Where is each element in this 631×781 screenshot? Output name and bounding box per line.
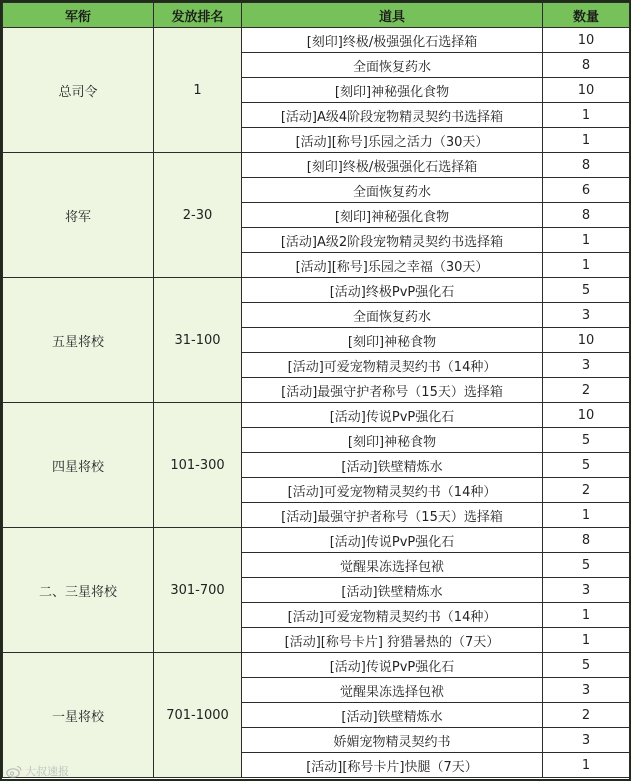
item-cell: [刻印]神秘强化食物 [242, 78, 543, 103]
range-cell: 31-100 [154, 278, 242, 403]
table-row [3, 403, 630, 428]
rank-cell: 总司令 [3, 28, 154, 153]
watermark [6, 763, 69, 779]
qty-cell: 1 [543, 603, 630, 628]
item-cell: [活动]传说PvP强化石 [242, 653, 543, 678]
rank-cell: 一星将校 [3, 653, 154, 778]
header-row [3, 3, 630, 28]
item-cell: [活动]传说PvP强化石 [242, 403, 543, 428]
rank-cell: 五星将校 [3, 278, 154, 403]
qty-cell: 6 [543, 178, 630, 203]
qty-cell: 3 [543, 678, 630, 703]
header-rank: 军衔 [3, 3, 154, 28]
rank-cell: 将军 [3, 153, 154, 278]
item-cell: 觉醒果冻选择包袱 [242, 553, 543, 578]
item-cell: 全面恢复药水 [242, 53, 543, 78]
rewards-table [2, 2, 630, 778]
qty-cell: 1 [543, 228, 630, 253]
watermark-text: 大叔速报 [25, 765, 69, 778]
table-row [3, 528, 630, 553]
item-cell: [活动]铁壁精炼水 [242, 578, 543, 603]
qty-cell: 8 [543, 153, 630, 178]
range-cell: 101-300 [154, 403, 242, 528]
qty-cell: 5 [543, 453, 630, 478]
item-cell: [活动][称号卡片] 狩猎暑热的（7天） [242, 628, 543, 653]
header-qty: 数量 [543, 3, 630, 28]
qty-cell: 8 [543, 203, 630, 228]
table-row [3, 653, 630, 678]
item-cell: [活动]铁壁精炼水 [242, 703, 543, 728]
item-cell: [活动]最强守护者称号（15天）选择箱 [242, 503, 543, 528]
range-cell: 2-30 [154, 153, 242, 278]
item-cell: [活动]最强守护者称号（15天）选择箱 [242, 378, 543, 403]
table-row [3, 278, 630, 303]
qty-cell: 3 [543, 728, 630, 753]
item-cell: [活动]A级4阶段宠物精灵契约书选择箱 [242, 103, 543, 128]
qty-cell: 10 [543, 28, 630, 53]
qty-cell: 3 [543, 303, 630, 328]
item-cell: [活动]终极PvP强化石 [242, 278, 543, 303]
qty-cell: 3 [543, 353, 630, 378]
qty-cell: 2 [543, 703, 630, 728]
item-cell: [刻印]神秘食物 [242, 428, 543, 453]
qty-cell: 1 [543, 753, 630, 778]
qty-cell: 5 [543, 428, 630, 453]
qty-cell: 3 [543, 578, 630, 603]
qty-cell: 1 [543, 103, 630, 128]
item-cell: [活动][称号卡片]快腿（7天） [242, 753, 543, 778]
header-range: 发放排名 [154, 3, 242, 28]
item-cell: 觉醒果冻选择包袱 [242, 678, 543, 703]
item-cell: [刻印]终极/极强强化石选择箱 [242, 28, 543, 53]
qty-cell: 8 [543, 528, 630, 553]
range-cell: 1 [154, 28, 242, 153]
qty-cell: 1 [543, 503, 630, 528]
item-cell: [活动]可爱宠物精灵契约书（14种） [242, 603, 543, 628]
range-cell: 701-1000 [154, 653, 242, 778]
header-item: 道具 [242, 3, 543, 28]
qty-cell: 10 [543, 403, 630, 428]
qty-cell: 2 [543, 478, 630, 503]
rank-cell: 四星将校 [3, 403, 154, 528]
item-cell: [活动]可爱宠物精灵契约书（14种） [242, 353, 543, 378]
item-cell: [刻印]终极/极强强化石选择箱 [242, 153, 543, 178]
range-cell: 301-700 [154, 528, 242, 653]
item-cell: 娇媚宠物精灵契约书 [242, 728, 543, 753]
item-cell: [活动][称号]乐园之幸福（30天） [242, 253, 543, 278]
qty-cell: 2 [543, 378, 630, 403]
rank-cell: 二、三星将校 [3, 528, 154, 653]
qty-cell: 5 [543, 553, 630, 578]
item-cell: [活动]A级2阶段宠物精灵契约书选择箱 [242, 228, 543, 253]
item-cell: [活动][称号]乐园之活力（30天） [242, 128, 543, 153]
qty-cell: 5 [543, 278, 630, 303]
qty-cell: 8 [543, 53, 630, 78]
item-cell: [活动]可爱宠物精灵契约书（14种） [242, 478, 543, 503]
item-cell: [刻印]神秘食物 [242, 328, 543, 353]
table-row [3, 153, 630, 178]
item-cell: 全面恢复药水 [242, 303, 543, 328]
qty-cell: 10 [543, 78, 630, 103]
table-row [3, 28, 630, 53]
qty-cell: 1 [543, 253, 630, 278]
item-cell: [活动]传说PvP强化石 [242, 528, 543, 553]
qty-cell: 10 [543, 328, 630, 353]
qty-cell: 1 [543, 628, 630, 653]
item-cell: 全面恢复药水 [242, 178, 543, 203]
weibo-icon [6, 765, 22, 778]
item-cell: [活动]铁壁精炼水 [242, 453, 543, 478]
item-cell: [刻印]神秘强化食物 [242, 203, 543, 228]
qty-cell: 5 [543, 653, 630, 678]
qty-cell: 1 [543, 128, 630, 153]
